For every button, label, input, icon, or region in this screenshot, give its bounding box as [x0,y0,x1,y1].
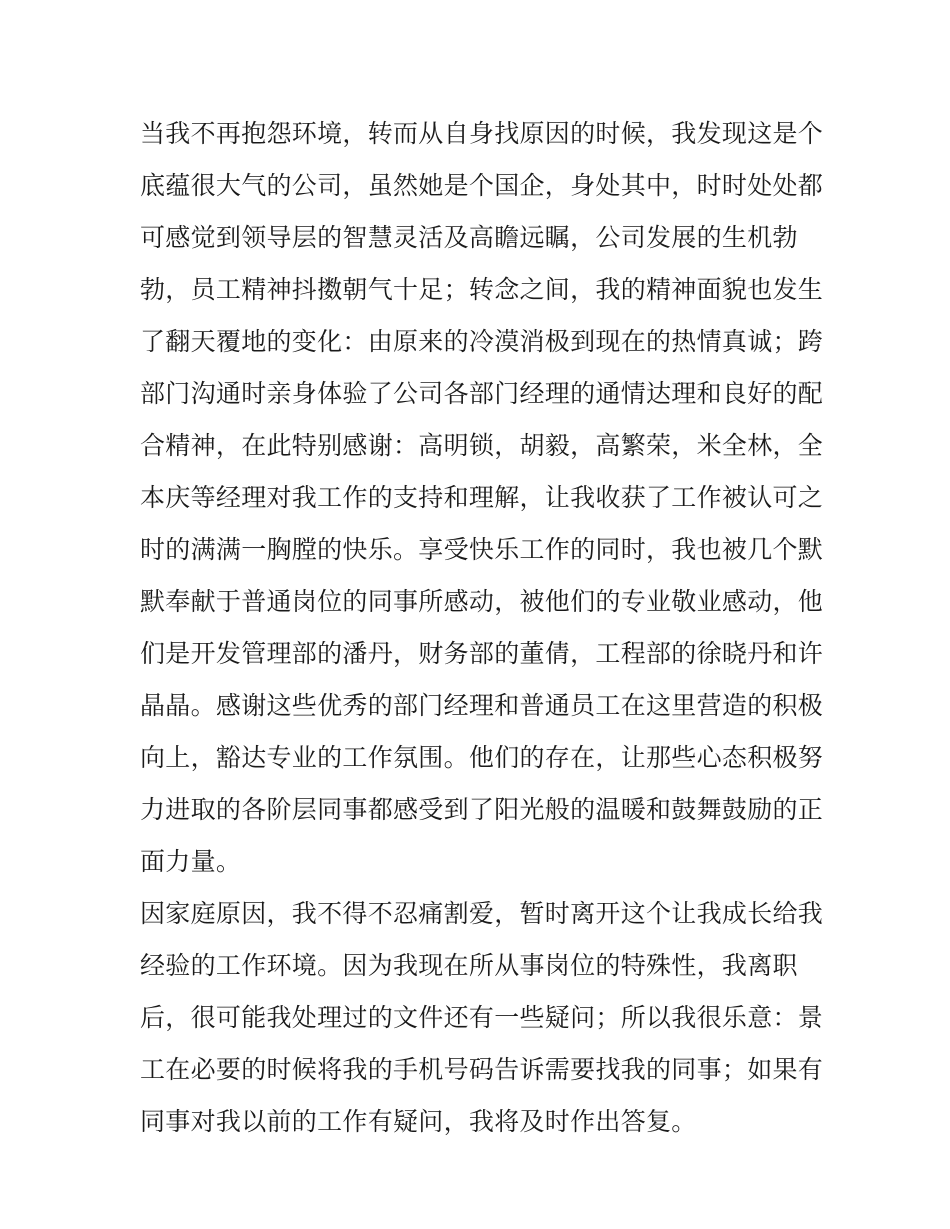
text-line: 向上，豁达专业的工作氛围。他们的存在，让那些心态积极努 [140,743,824,772]
text-line: 们是开发管理部的潘丹，财务部的董倩，工程部的徐晓丹和许 [140,639,824,668]
text-line: 后，很可能我处理过的文件还有一些疑问；所以我很乐意：景 [140,1003,824,1032]
text-line: 默奉献于普通岗位的同事所感动，被他们的专业敬业感动，他 [140,587,824,616]
text-line: 面力量。 [140,847,242,876]
text-line: 因家庭原因，我不得不忍痛割爱，暂时离开这个让我成长给我 [140,899,824,928]
text-line: 时的满满一胸膛的快乐。享受快乐工作的同时，我也被几个默 [140,535,824,564]
text-line: 合精神，在此特别感谢：高明锁，胡毅，高繁荣，米全林，全 [140,431,824,460]
text-line: 了翻天覆地的变化：由原来的冷漠消极到现在的热情真诚；跨 [140,327,824,356]
text-line: 底蕴很大气的公司，虽然她是个国企，身处其中，时时处处都 [140,171,824,200]
text-line: 可感觉到领导层的智慧灵活及高瞻远瞩，公司发展的生机勃 [140,223,798,252]
text-line: 部门沟通时亲身体验了公司各部门经理的通情达理和良好的配 [140,379,824,408]
paragraph-1 [140,108,824,888]
text-line: 当我不再抱怨环境，转而从自身找原因的时候，我发现这是个 [140,119,824,148]
text-line: 勃，员工精神抖擞朝气十足；转念之间，我的精神面貌也发生 [140,275,824,304]
text-line: 工在必要的时候将我的手机号码告诉需要找我的同事；如果有 [140,1055,824,1084]
text-line: 本庆等经理对我工作的支持和理解，让我收获了工作被认可之 [140,483,824,512]
paragraph-2 [140,888,824,1148]
text-line: 同事对我以前的工作有疑问，我将及时作出答复。 [140,1107,697,1136]
text-line: 力进取的各阶层同事都感受到了阳光般的温暖和鼓舞鼓励的正 [140,795,824,824]
text-line: 经验的工作环境。因为我现在所从事岗位的特殊性，我离职 [140,951,798,980]
text-line: 晶晶。感谢这些优秀的部门经理和普通员工在这里营造的积极 [140,691,824,720]
document-body [140,108,824,1148]
